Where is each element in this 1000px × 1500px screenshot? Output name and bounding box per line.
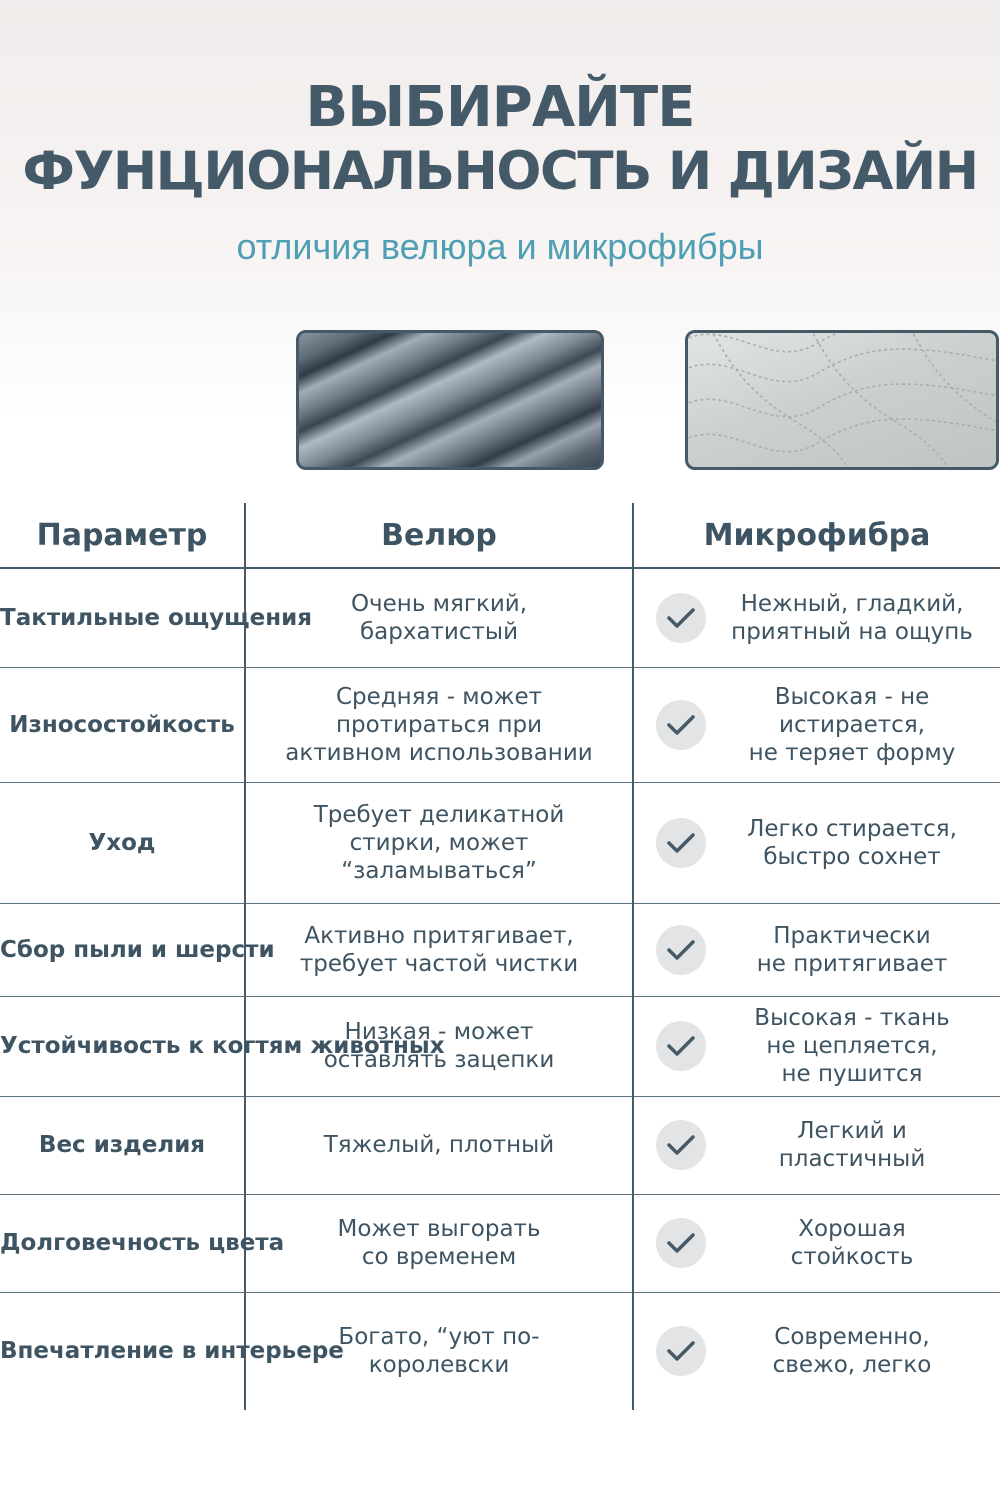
- velour-cell: Тяжелый, плотный: [245, 1096, 633, 1194]
- velour-cell: Может выгорать со временем: [245, 1194, 633, 1292]
- velour-cell: Низкая - может оставлять зацепки: [245, 996, 633, 1096]
- microfiber-text: Высокая - ткань не цепляется, не пушится: [754, 1005, 950, 1087]
- velour-cell: Богато, “уют по- королевски: [245, 1292, 633, 1410]
- microfiber-text: Высокая - не истирается, не теряет форму: [748, 683, 956, 766]
- microfiber-cell: [633, 1292, 1000, 1410]
- microfiber-fabric-image: [685, 330, 999, 470]
- microfiber-cell: [633, 903, 1000, 996]
- page-title-line1: ВЫБИРАЙТЕ: [305, 75, 695, 140]
- table-row: [0, 903, 1000, 996]
- microfiber-cell: [633, 996, 1000, 1096]
- param-cell: Износостойкость: [0, 667, 245, 782]
- comparison-table: [0, 503, 1000, 1410]
- check-icon: [656, 700, 706, 750]
- table-row: [0, 667, 1000, 782]
- table-row: [0, 782, 1000, 903]
- microfiber-cell: [633, 667, 1000, 782]
- check-icon: [656, 1218, 706, 1268]
- param-cell: Долговечность цвета: [0, 1194, 245, 1292]
- header-microfiber: Микрофибра: [633, 503, 1000, 568]
- table-row: [0, 568, 1000, 667]
- velour-cell: Средняя - может протираться при активном использовании: [245, 667, 633, 782]
- microfiber-cell: [633, 782, 1000, 903]
- velour-fabric-image: [296, 330, 604, 470]
- microfiber-cell: [633, 1096, 1000, 1194]
- param-cell: Сбор пыли и шерсти: [0, 903, 245, 996]
- microfiber-text: Хорошая стойкость: [790, 1216, 914, 1270]
- microfiber-text: Нежный, гладкий, приятный на ощупь: [731, 590, 973, 645]
- param-cell: Тактильные ощущения: [0, 568, 245, 667]
- microfiber-text: Легко стирается, быстро сохнет: [747, 815, 957, 870]
- microfiber-cell: [633, 568, 1000, 667]
- check-icon: [656, 1120, 706, 1170]
- table-row: [0, 996, 1000, 1096]
- table-row: [0, 1096, 1000, 1194]
- check-icon: [656, 1021, 706, 1071]
- velour-cell: Требует деликатной стирки, может “заламываться”: [245, 782, 633, 903]
- microfiber-text: Современно, свежо, легко: [772, 1324, 932, 1379]
- check-icon: [656, 818, 706, 868]
- velour-cell: Очень мягкий, бархатистый: [245, 568, 633, 667]
- header-parameter: Параметр: [0, 503, 245, 568]
- table-row: [0, 1292, 1000, 1410]
- microfiber-text: Практически не притягивает: [756, 922, 948, 977]
- param-cell: Устойчивость к когтям животных: [0, 996, 245, 1096]
- check-icon: [656, 593, 706, 643]
- table-header-row: [0, 503, 1000, 568]
- velour-cell: Активно притягивает, требует частой чистки: [245, 903, 633, 996]
- param-cell: Впечатление в интерьере: [0, 1338, 344, 1365]
- table-row: [0, 1194, 1000, 1292]
- microfiber-text: Легкий и пластичный: [778, 1118, 926, 1172]
- param-cell: Вес изделия: [0, 1096, 245, 1194]
- page-subtitle: отличия велюра и микрофибры: [236, 226, 764, 267]
- header-velour: Велюр: [245, 503, 633, 568]
- check-icon: [656, 925, 706, 975]
- microfiber-cell: [633, 1194, 1000, 1292]
- check-icon: [656, 1326, 706, 1376]
- page-title-line2: ФУНЦИОНАЛЬНОСТЬ И ДИЗАЙН: [22, 141, 978, 202]
- param-cell: Уход: [0, 782, 245, 903]
